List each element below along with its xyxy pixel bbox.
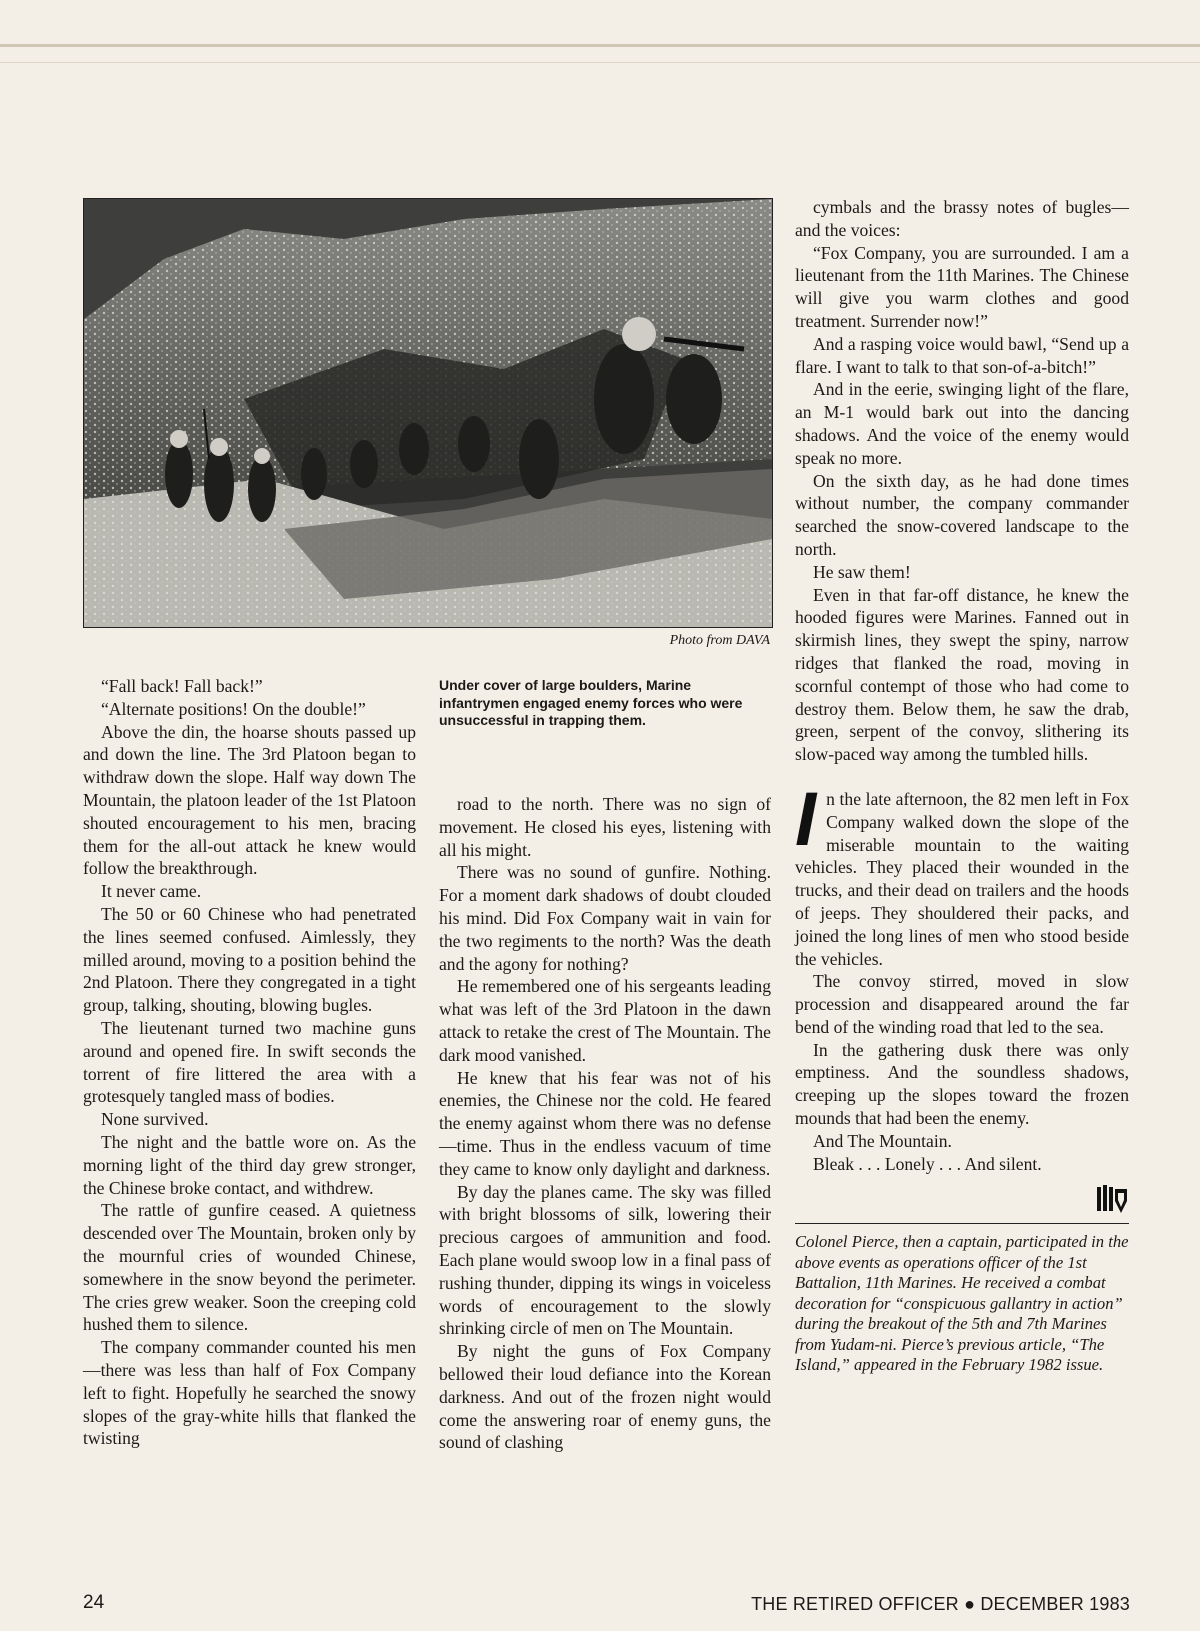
paragraph: road to the north. There was no sign of movement. He closed his eyes, listening with all his might. [439, 794, 771, 860]
paragraph: The rattle of gunfire ceased. A quietness descended over The Mountain, broken only by the mournful cries of wounded Chinese, somewhere in the snow beyond the perimeter. The cries grew weaker. Soon the creeping cold hushed them to silence. [83, 1200, 416, 1335]
photo-caption: Under cover of large boulders, Marine infantrymen engaged enemy forces who were unsuccessful in trapping them. [439, 677, 743, 728]
column-3-part-2 [795, 970, 1129, 1175]
paragraph: “Fall back! Fall back!” [101, 676, 263, 696]
column-2 [439, 793, 771, 1454]
drop-cap: I [795, 776, 817, 862]
paragraph: cymbals and the brassy notes of bugles—and the voices: [795, 197, 1129, 240]
marines-photo [83, 198, 773, 628]
paragraph: The company commander counted his men—there was less than half of Fox Company left to fight. Hopefully he searched the snowy slopes of the gray-white hills that flanked the twisting [83, 1337, 416, 1449]
paragraph: None survived. [101, 1109, 209, 1130]
paragraph: He knew that his fear was not of his enemies, the Chinese nor the cold. He feared the enemy against whom there was no defense—time. Thus in the endless vacuum of time they came to know only daylight and darkness. [439, 1067, 771, 1179]
journal-footer: THE RETIRED OFFICER ● DECEMBER 1983 [751, 1594, 1130, 1614]
paragraph: Above the din, the hoarse shouts passed up and down the line. The 3rd Platoon began to withdraw down the slope. Half way down The Mountain, the platoon leader of the 1st Platoon shouted encouragement to his men, bracing them for the all-out attack he knew would follow the breakthrough. [83, 721, 416, 879]
paragraph: Bleak . . . Lonely . . . And silent. [813, 1153, 1042, 1174]
paragraph: The night and the battle wore on. As the morning light of the third day grew stronger, the Chinese broke contact, and withdrew. [83, 1131, 416, 1198]
column-3 [795, 196, 1129, 1375]
paragraph: In the gathering dusk there was only emptiness. And the soundless shadows, creeping up the slopes toward the frozen mounds that had been the enemy. [795, 1039, 1129, 1129]
paragraph: And The Mountain. [813, 1130, 952, 1151]
paragraph: “Alternate positions! On the double!” [101, 698, 366, 719]
paragraph: He remembered one of his sergeants leading what was left of the 3rd Platoon in the dawn attack to retake the crest of The Mountain. The dark mood vanished. [439, 976, 771, 1065]
paragraph: And a rasping voice would bawl, “Send up a flare. I want to talk to that son-of-a-bitch!” [795, 333, 1129, 377]
top-rule [0, 44, 1200, 47]
top-rule-thin [0, 62, 1200, 63]
column-1 [83, 675, 416, 1450]
dropcap-paragraph [795, 776, 1129, 970]
tro-logo-icon [1095, 1183, 1129, 1217]
paragraph: By day the planes came. The sky was filled with bright blossoms of silk, lowering their precious cargoes of ammunition and food. Each plane would swoop low in a final pass of rushing thunder, dipping its wings in voiceless words of encouragement to the slowly shrinking circle of men on The Mountain. [439, 1181, 771, 1339]
paragraph: And in the eerie, swinging light of the flare, an M-1 would bark out into the dancing shadows. And the voice of the enemy would speak no more. [795, 379, 1129, 468]
section-break [795, 766, 1129, 788]
dropcap-paragraph-text: n the late afternoon, the 82 men left in Fox Company walked down the slope of the miserable mountain to the waiting vehicles. They placed their wounded in the trucks, and their dead on trailers and the hoods of jeeps. They shouldered their packs, and joined the long lines of men who stood beside the vehicles. [795, 788, 1129, 969]
bio-rule [795, 1223, 1129, 1224]
paragraph: On the sixth day, as he had done times without number, the company commander searched the snow-covered landscape to the north. [795, 470, 1129, 559]
paragraph: The lieutenant turned two machine guns around and opened fire. In swift seconds the torrent of fire littered the area with a grotesquely tangled mass of bodies. [83, 1017, 416, 1107]
paragraph: “Fox Company, you are surrounded. I am a lieutenant from the 11th Marines. The Chinese will give you warm clothes and good treatment. Surrender now!” [795, 242, 1129, 331]
paragraph: There was no sound of gunfire. Nothing. For a moment dark shadows of doubt clouded his mind. Did Fox Company wait in vain for the two regiments to the north? Was the death and the agony for nothing? [439, 862, 771, 974]
photo-credit: Photo from DAVA [669, 633, 770, 648]
paragraph: It never came. [101, 881, 202, 902]
paragraph: The convoy stirred, moved in slow procession and disappeared around the far bend of the winding road that led to the sea. [795, 971, 1129, 1037]
column-3-part-1 [795, 196, 1129, 766]
paragraph: He saw them! [813, 561, 911, 582]
author-bio: Colonel Pierce, then a captain, participated in the above events as operations officer of the 1st Battalion, 11th Marines. He received a combat decoration for “conspicuous gallantry in action” during the breakout of the 5th and 7th Marines from Yudam-ni. Pierce’s previous article, “The Island,” appeared in the February 1982 issue. [795, 1232, 1129, 1374]
paragraph: By night the guns of Fox Company bellowed their loud defiance into the Korean darkness. And out of the frozen night would come the answering roar of enemy guns, the sound of clashing [439, 1341, 771, 1453]
paragraph: Even in that far-off distance, he knew the hooded figures were Marines. Fanned out in skirmish lines, they swept the spiny, narrow ridges that flanked the road, moving in scornful contempt of those who had come to destroy them. Below them, he saw the drab, green, serpent of the convoy, slithering its slow-paced way among the tumbled hills. [795, 584, 1129, 765]
page-number: 24 [83, 1592, 105, 1613]
paragraph: The 50 or 60 Chinese who had penetrated the lines seemed confused. Aimlessly, they milled around, moving to a position behind the 2nd Platoon. There they congregated in a tight group, talking, shouting, blowing bugles. [83, 903, 416, 1016]
